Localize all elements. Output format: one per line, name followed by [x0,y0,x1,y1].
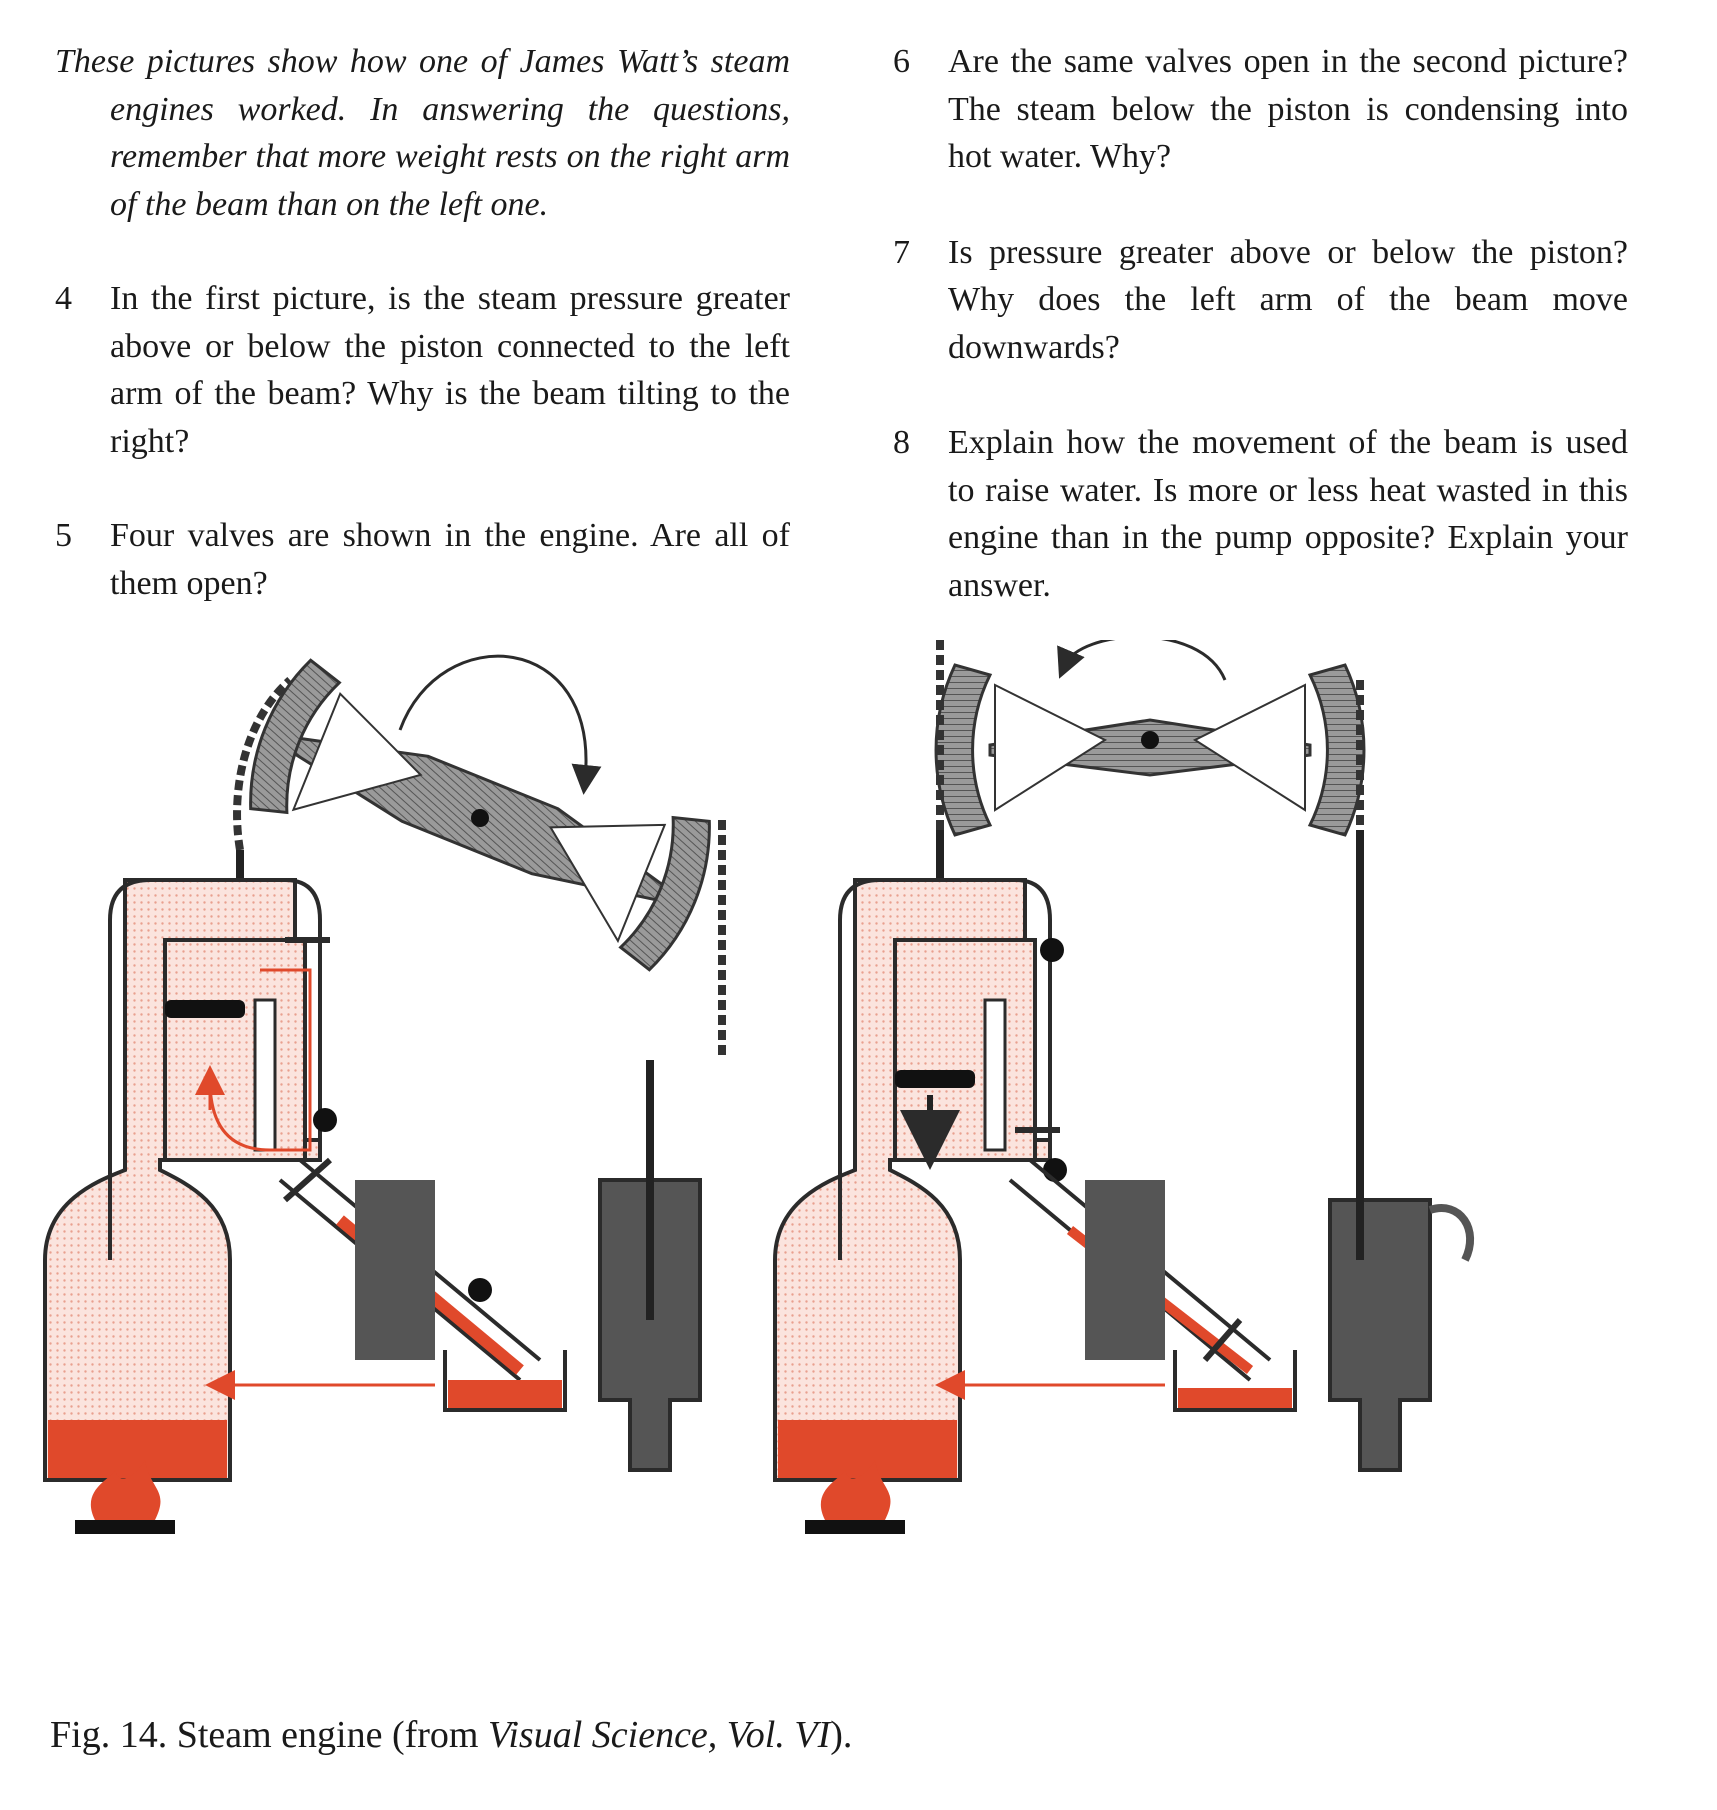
question-5 [55,512,790,607]
steam-engine-figure [40,640,1680,1700]
fire-grate [805,1520,905,1534]
question-number: 6 [893,43,910,80]
beam-pivot [471,809,489,827]
boiler-water [778,1420,957,1478]
question-number: 8 [893,424,910,461]
caption-prefix: Fig. 14. Steam engine (from [50,1714,488,1756]
water-pump [1330,1200,1430,1470]
valve-1 [1040,938,1064,962]
cold-water-block [1085,1180,1165,1360]
engine-picture-2 [775,640,1470,1534]
engine-picture-1 [45,654,725,1534]
question-number: 4 [55,280,72,317]
question-text: Are the same valves open in the second picture? The steam below the piston is condensing into hot water. Why? [948,43,1628,175]
question-text: Is pressure greater above or below the piston? Why does the left arm of the beam move downwards? [948,233,1628,366]
question-text: In the first picture, is the steam pressure greater above or below the piston connected to the left arm of the beam? Why is the beam tilting to the right? [110,280,790,460]
left-text-column [55,38,790,607]
cylinder [165,940,305,1160]
question-8 [893,419,1628,609]
question-number: 5 [55,517,72,554]
intro-paragraph: These pictures show how one of James Watt’s steam engines worked. In answering the questions, remember that more weight rests on the right arm of the beam than on the left one. [55,43,790,223]
question-text: Four valves are shown in the engine. Are all of them open? [110,517,790,602]
cylinder [895,940,1035,1160]
caption-source: Visual Science, Vol. VI [487,1714,831,1756]
question-4 [55,275,790,465]
question-7 [893,229,1628,372]
boiler-water [48,1420,227,1478]
piston [165,1000,245,1018]
piston [895,1070,975,1088]
question-text: Explain how the movement of the beam is used to raise water. Is more or less heat wasted in this engine than in the pump opposite? Explain your answer. [948,424,1628,604]
question-number: 7 [893,233,910,271]
beam-pivot [1141,731,1159,749]
fire-grate [75,1520,175,1534]
question-6 [893,38,1628,181]
valve-3 [468,1278,492,1302]
caption-suffix: ). [830,1714,853,1756]
cold-water-block [355,1180,435,1360]
rotation-arrow-anticlockwise [1065,640,1225,680]
right-text-column [893,38,1628,609]
figure-caption [50,1713,852,1757]
rocking-beam [936,665,1364,835]
valve-1 [313,1108,337,1132]
